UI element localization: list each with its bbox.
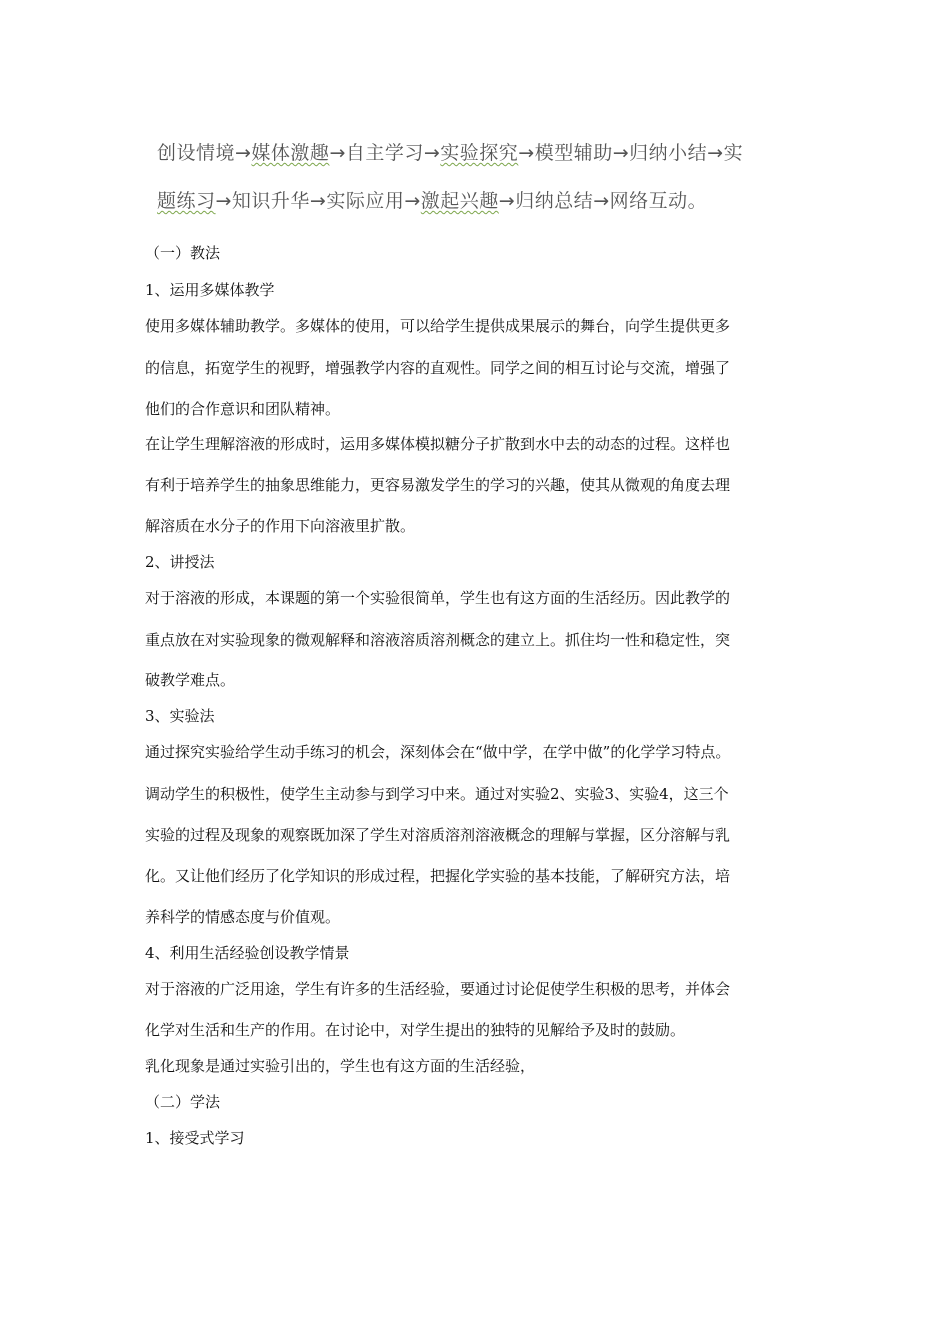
body-text-line: 他们的合作意识和团队精神。 [145, 400, 341, 418]
subheading-life-experience: 4、利用生活经验创设教学情景 [145, 944, 350, 962]
flow-text: →模型辅助→归纳小结→ [518, 142, 724, 164]
subheading-lecture: 2、讲授法 [145, 553, 215, 571]
body-text-line: 养科学的情感态度与价值观。 [145, 908, 341, 926]
flow-text-spellcheck: 媒体激趣 [251, 142, 330, 164]
body-text-line: 调动学生的积极性，使学生主动参与到学习中来。通过对实验2、实验3、实验4，这三个 [145, 785, 729, 803]
flow-text: 创设情境→ [157, 142, 252, 164]
body-text-line: 重点放在对实验现象的微观解释和溶液溶质溶剂概念的建立上。抓住均一性和稳定性，突 [145, 631, 731, 649]
flow-text: →自主学习→ [329, 142, 441, 164]
body-text-line: 破教学难点。 [145, 671, 236, 689]
body-text-line: 有利于培养学生的抽象思维能力，更容易激发学生的学习的兴趣，使其从微观的角度去理 [145, 476, 731, 494]
flow-text: →知识升华→实际应用→ [215, 190, 421, 212]
flow-text: 实 [723, 142, 744, 164]
body-text-line: 解溶质在水分子的作用下向溶液里扩散。 [145, 517, 416, 535]
section-heading-teaching-methods: （一）教法 [145, 244, 221, 262]
subheading-experiment: 3、实验法 [145, 707, 215, 725]
flow-text: →归纳总结→网络互动。 [498, 190, 708, 212]
teaching-flow-line-1 [157, 141, 817, 165]
body-text-line: 通过探究实验给学生动手练习的机会，深刻体会在“做中学，在学中做”的化学学习特点。 [145, 743, 731, 761]
body-text-line: 的信息，拓宽学生的视野，增强教学内容的直观性。同学之间的相互讨论与交流，增强了 [145, 359, 731, 377]
subheading-multimedia: 1、运用多媒体教学 [145, 281, 275, 299]
body-text-line: 化。又让他们经历了化学知识的形成过程，把握化学实验的基本技能，了解研究方法，培 [145, 867, 731, 885]
teaching-flow-line-2 [157, 189, 817, 213]
flow-text-spellcheck: 题练习 [157, 190, 216, 212]
body-text-line: 实验的过程及现象的观察既加深了学生对溶质溶剂溶液概念的理解与掌握，区分溶解与乳 [145, 826, 731, 844]
flow-text-spellcheck: 实验探究 [440, 142, 519, 164]
section-heading-learning-methods: （二）学法 [145, 1093, 221, 1111]
subheading-receptive-learning: 1、接受式学习 [145, 1129, 245, 1147]
body-text-line: 在让学生理解溶液的形成时，运用多媒体模拟糖分子扩散到水中去的动态的过程。这样也 [145, 435, 731, 453]
flow-text-spellcheck: 激起兴趣 [420, 190, 499, 212]
body-text-line: 化学对生活和生产的作用。在讨论中，对学生提出的独特的见解给予及时的鼓励。 [145, 1021, 686, 1039]
body-text-line: 乳化现象是通过实验引出的，学生也有这方面的生活经验， [145, 1057, 536, 1075]
body-text-line: 对于溶液的形成，本课题的第一个实验很简单，学生也有这方面的生活经历。因此教学的 [145, 589, 731, 607]
body-text-line: 对于溶液的广泛用途，学生有许多的生活经验，要通过讨论促使学生积极的思考，并体会 [145, 980, 731, 998]
body-text-line: 使用多媒体辅助教学。多媒体的使用，可以给学生提供成果展示的舞台，向学生提供更多 [145, 317, 731, 335]
